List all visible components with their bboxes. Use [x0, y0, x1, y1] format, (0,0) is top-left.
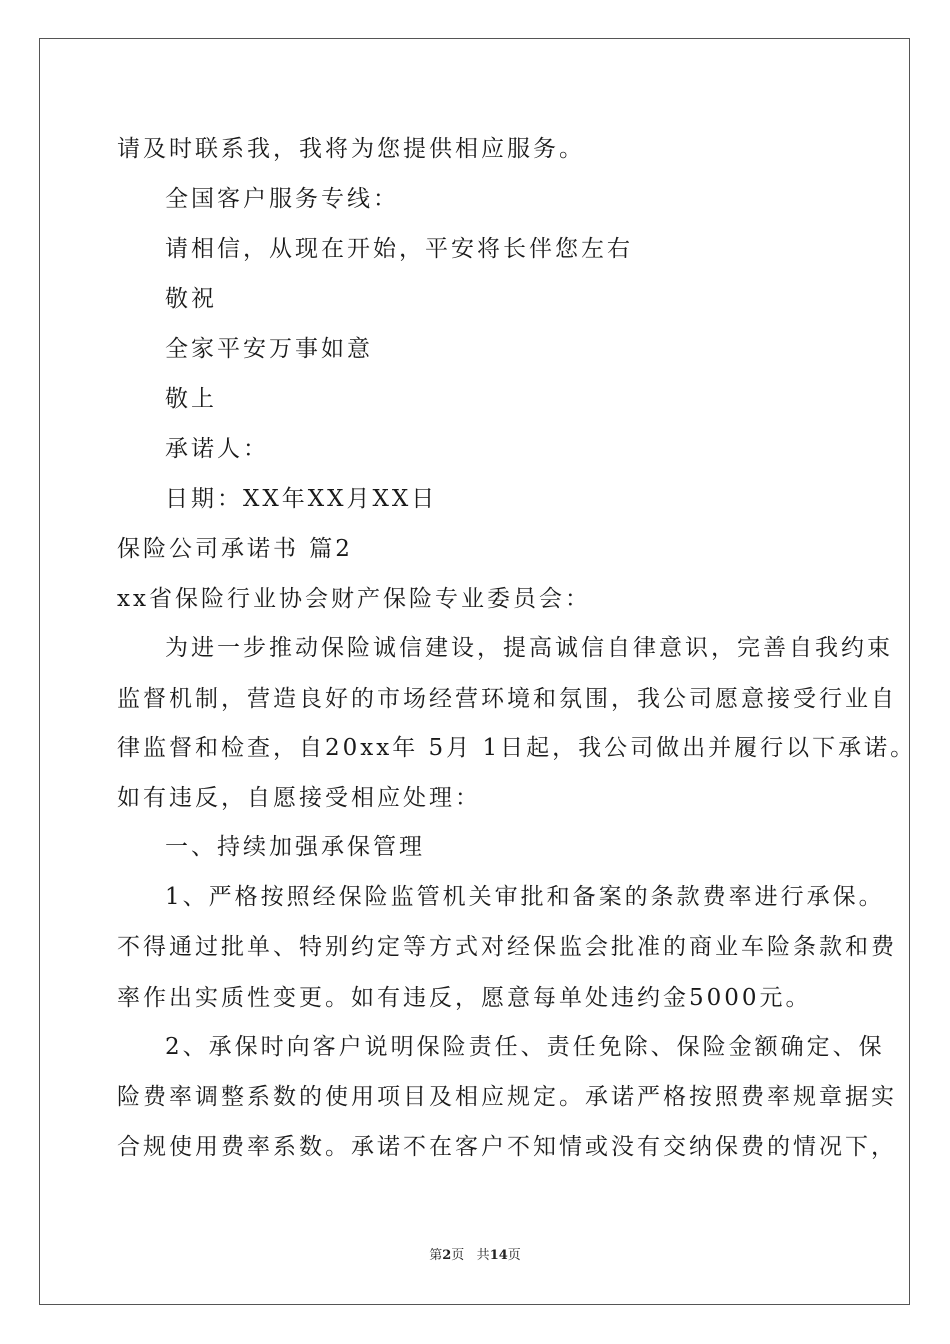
text-line: 合规使用费率系数。承诺不在客户不知情或没有交纳保费的情况下，: [117, 1134, 897, 1160]
total-pages: 14: [489, 1248, 508, 1263]
text-line: 不得通过批单、特别约定等方式对经保监会批准的商业车险条款和费: [117, 934, 897, 960]
text-line: 敬祝: [165, 286, 217, 312]
text-line: 全国客户服务专线：: [165, 186, 399, 212]
text-line: 一、持续加强承保管理: [165, 834, 425, 860]
text-line: 1、严格按照经保险监管机关审批和备案的条款费率进行承保。: [165, 884, 885, 910]
page-unit: 页: [451, 1248, 465, 1263]
text-line: 率作出实质性变更。如有违反，愿意每单处违约金5000元。: [117, 985, 812, 1011]
text-line: 日期：XX年XX月XX日: [165, 486, 438, 512]
text-line: 请及时联系我，我将为您提供相应服务。: [117, 136, 585, 162]
text-line: 为进一步推动保险诚信建设，提高诚信自律意识，完善自我约束: [165, 635, 893, 661]
text-line: xx省保险行业协会财产保险专业委员会：: [117, 586, 591, 612]
text-line: 2、承保时向客户说明保险责任、责任免除、保险金额确定、保: [165, 1034, 885, 1060]
total-prefix: 共: [476, 1248, 490, 1263]
text-line: 敬上: [165, 386, 217, 412]
text-line: 请相信，从现在开始，平安将长伴您左右: [165, 236, 633, 262]
text-line: 监督机制，营造良好的市场经营环境和氛围，我公司愿意接受行业自: [117, 686, 897, 712]
text-line: 险费率调整系数的使用项目及相应规定。承诺严格按照费率规章据实: [117, 1084, 897, 1110]
text-line: 律监督和检查，自20xx年 5月 1日起，我公司做出并履行以下承诺。: [117, 735, 917, 761]
page-prefix: 第: [429, 1248, 443, 1263]
page-number: 2: [442, 1248, 452, 1263]
total-unit: 页: [507, 1248, 521, 1263]
text-line: 如有违反，自愿接受相应处理：: [117, 785, 481, 811]
section-heading: 保险公司承诺书 篇2: [117, 536, 353, 562]
text-line: 全家平安万事如意: [165, 336, 373, 362]
text-line: 承诺人：: [165, 436, 269, 462]
page-footer: [0, 1244, 950, 1263]
page-border: [39, 38, 910, 1305]
